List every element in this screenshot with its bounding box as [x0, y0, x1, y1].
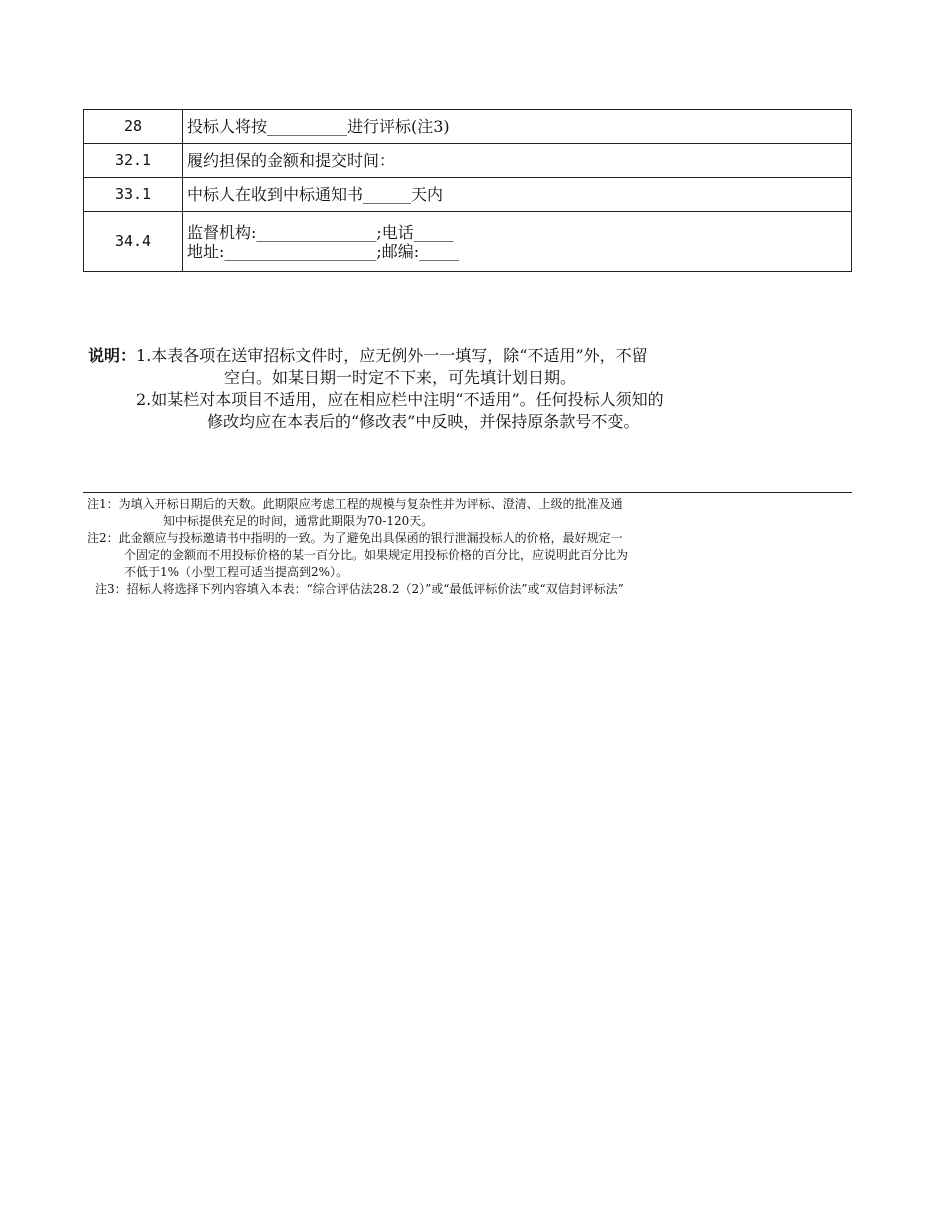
clause-text-address: 地址:___________________;邮编:_____	[187, 241, 460, 261]
clause-number: 34.4	[84, 212, 183, 272]
clause-content	[183, 110, 852, 144]
explanation-line: 2.如某栏对本项目不适用，应在相应栏中注明“不适用”。任何投标人须知的	[136, 390, 664, 409]
explanation-label: 说明：	[88, 346, 137, 365]
clause-text: 履约担保的金额和提交时间：	[187, 151, 396, 170]
note-1-line: 知中标提供充足的时间，通常此期限为70-120天。	[163, 514, 434, 528]
clause-content	[183, 144, 852, 178]
notes-divider	[83, 492, 852, 493]
note-1-line: 注1：为填入开标日期后的天数。此期限应考虑工程的规模与复杂性并为评标、澄清、上级的批准及通	[87, 497, 623, 511]
table-row	[84, 178, 852, 212]
explanation-block	[88, 345, 788, 433]
clause-number: 28	[84, 110, 183, 144]
clause-number: 32.1	[84, 144, 183, 178]
explanation-line: 修改均应在本表后的“修改表”中反映，并保持原条款号不变。	[207, 412, 640, 431]
clause-table	[83, 109, 852, 272]
footnotes	[87, 496, 847, 598]
note-2-line: 注2：此金额应与投标邀请书中指明的一致。为了避免出具保函的银行泄漏投标人的价格，最好规定一	[87, 531, 623, 545]
clause-content	[183, 212, 852, 272]
table-row	[84, 110, 852, 144]
clause-content	[183, 178, 852, 212]
clause-text-supervisor: 监督机构:_______________;电话_____	[187, 222, 454, 242]
clause-text: 中标人在收到中标通知书______天内	[187, 185, 444, 204]
explanation-text: 1.本表各项在送审招标文件时，应无例外一一填写，除“不适用”外，不留	[136, 346, 648, 365]
table-row	[84, 144, 852, 178]
table-row	[84, 212, 852, 272]
clause-number: 33.1	[84, 178, 183, 212]
note-2-line: 个固定的金额而不用投标价格的某一百分比。如果规定用投标价格的百分比，应说明此百分比为	[124, 548, 629, 562]
clause-text: 投标人将按__________进行评标(注3)	[187, 117, 450, 136]
explanation-line	[88, 345, 788, 367]
note-3-line: 注3：招标人将选择下列内容填入本表：“综合评估法28.2（2）”或“最低评标价法”或“双信封评标法”	[95, 582, 624, 596]
explanation-line: 空白。如某日期一时定不下来，可先填计划日期。	[224, 368, 577, 387]
note-2-line: 不低于1%（小型工程可适当提高到2%）。	[124, 565, 349, 579]
